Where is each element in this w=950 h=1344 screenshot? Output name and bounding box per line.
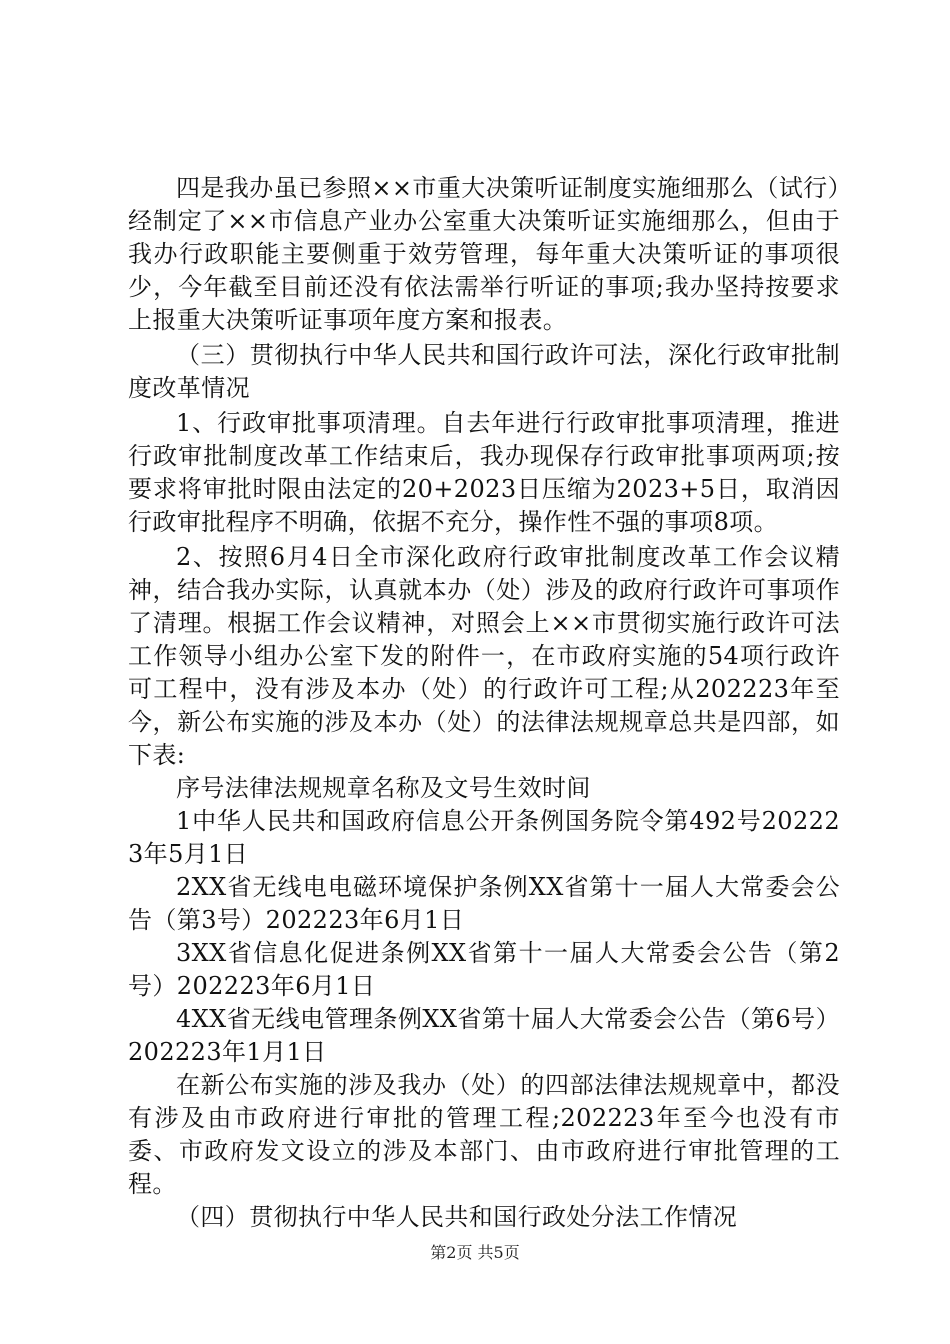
section-heading-administrative-penalty: （四）贯彻执行中华人民共和国行政处分法工作情况 xyxy=(176,1203,738,1231)
paragraph-decision-hearing: 四是我办虽已参照××市重大决策听证制度实施细那么（试行）经制定了××市信息产业办公室重大决策听证实施细那么，但由于我办行政职能主要侧重于效劳管理，每年重大决策听证的事项很少，今年截至目前还没有依法需举行听证的事项;我办坚持按要求上报重大决策听证事项年度方案和报表。 xyxy=(128,174,840,334)
paragraph-conclusion: 在新公布实施的涉及我办（处）的四部法律法规规章中，都没有涉及由市政府进行审批的管理工程;202223年至今也没有市委、市政府发文设立的涉及本部门、由市政府进行审批管理的工程。 xyxy=(128,1071,840,1198)
section-heading-administrative-licensing: （三）贯彻执行中华人民共和国行政许可法，深化行政审批制度改革情况 xyxy=(128,341,840,402)
table-header-line: 序号法律法规规章名称及文号生效时间 xyxy=(176,774,591,802)
page-number-footer: 第2页 共5页 xyxy=(430,1243,520,1262)
paragraph-reform-meeting: 2、按照6月4日全市深化政府行政审批制度改革工作会议精神，结合我办实际，认真就本办（处）涉及的政府行政许可事项作了清理。根据工作会议精神，对照会上××市贯彻实施行政许可法工作领导小组办公室下发的附件一，在市政府实施的54项行政许可工程中，没有涉及本办（处）的行政许可工程;从202223年至今，新公布实施的涉及本办（处）的法律法规规章总共是四部，如下表: xyxy=(128,543,840,769)
paragraph-approval-cleanup: 1、行政审批事项清理。自去年进行行政审批事项清理，推进行政审批制度改革工作结束后，我办现保存行政审批事项两项;按要求将审批时限由法定的20+2023日压缩为2023+5日，取消因行政审批程序不明确，依据不充分，操作性不强的事项8项。 xyxy=(128,409,840,536)
document-body xyxy=(128,172,840,1234)
table-row-4: 4XX省无线电管理条例XX省第十届人大常委会公告（第6号）202223年1月1日 xyxy=(128,1005,840,1066)
table-row-1: 1中华人民共和国政府信息公开条例国务院令第492号202223年5月1日 xyxy=(128,807,840,868)
table-row-2: 2XX省无线电电磁环境保护条例XX省第十一届人大常委会公告（第3号）202223年6月1日 xyxy=(128,873,840,934)
table-row-3: 3XX省信息化促进条例XX省第十一届人大常委会公告（第2号）202223年6月1日 xyxy=(128,939,840,1000)
